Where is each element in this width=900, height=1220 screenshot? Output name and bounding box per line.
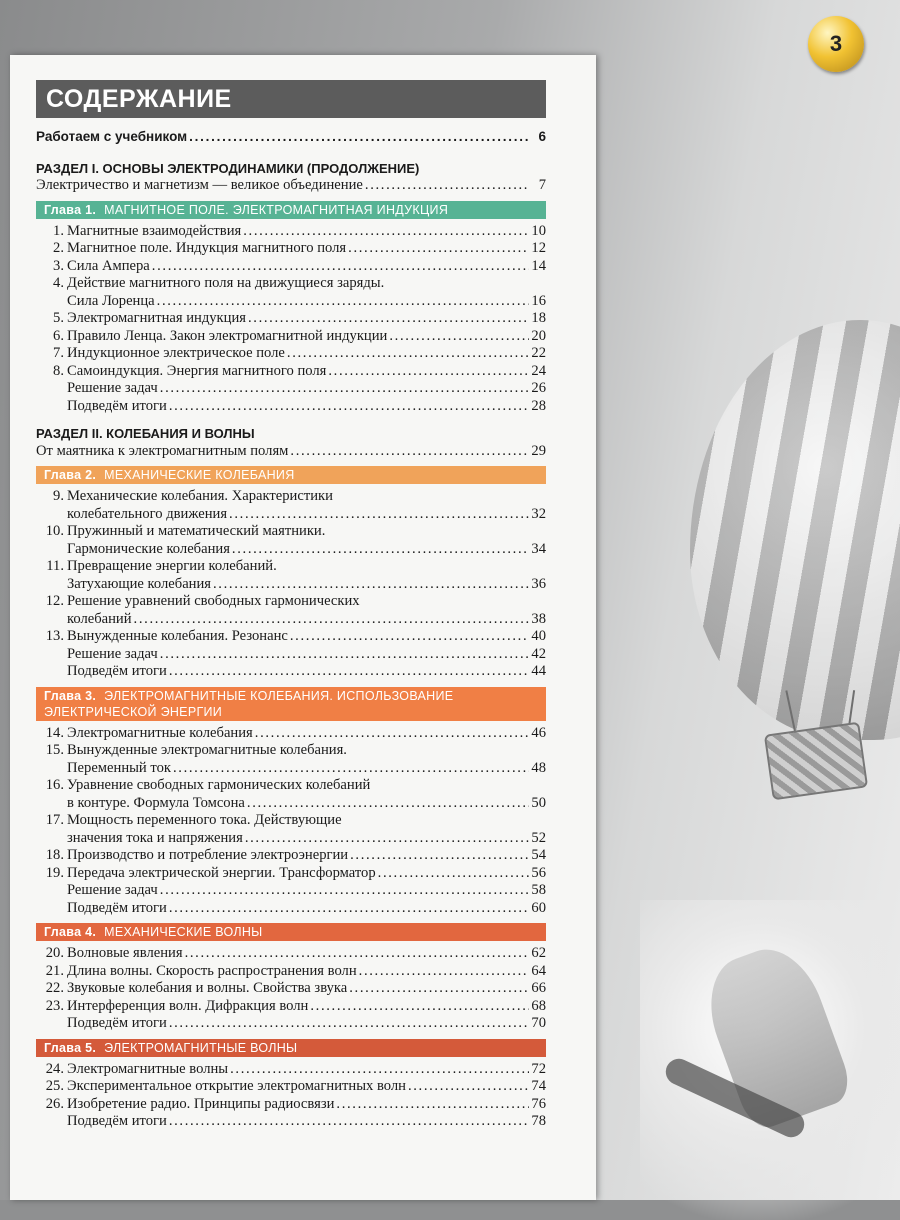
toc-entry-number: 24.: [45, 1060, 64, 1077]
toc-entry-title: Подведём итоги: [67, 899, 167, 916]
toc-entry-number: 23.: [45, 997, 64, 1014]
toc-entry-number: 17.: [45, 812, 64, 828]
toc-page-number: 76: [531, 1095, 546, 1112]
toc-entry-row[interactable]: [36, 310, 546, 328]
toc-page-number: 64: [531, 962, 546, 979]
toc-page-number: 26: [531, 380, 546, 396]
leader-dots: [160, 646, 530, 664]
toc-entry-row[interactable]: [36, 1096, 546, 1114]
toc-entry-title-continued: Затухающие колебания: [67, 575, 211, 592]
toc-entry-title: Звуковые колебания и волны. Свойства звука: [67, 980, 348, 996]
toc-entry-row[interactable]: [36, 628, 546, 646]
toc-entry-title: Механические колебания. Характеристики: [67, 488, 333, 504]
chapter-title: ЭЛЕКТРОМАГНИТНЫЕ КОЛЕБАНИЯ. ИСПОЛЬЗОВАНИЕ: [104, 688, 454, 703]
toc-page-number: 18: [531, 310, 546, 326]
leader-dots: [189, 128, 530, 146]
chapter-heading-5: [36, 1039, 546, 1057]
toc-entry-row[interactable]: [36, 240, 546, 258]
toc-page-number: 60: [531, 899, 546, 916]
toc-entry-title: Правило Ленца. Закон электромагнитной индукции: [67, 327, 388, 344]
toc-page-number: 32: [531, 505, 546, 522]
toc-entry-number: 25.: [45, 1078, 64, 1094]
toc-page-number: 36: [531, 575, 546, 592]
toc-entry-title: Магнитное поле. Индукция магнитного поля: [67, 240, 347, 256]
leader-dots: [243, 223, 529, 241]
table-of-contents: [36, 128, 546, 1131]
toc-entry-number: 21.: [45, 962, 64, 979]
leader-dots: [389, 328, 529, 346]
leader-dots: [408, 1078, 529, 1096]
toc-page-number: 34: [531, 540, 546, 557]
toc-entry-row[interactable]: [36, 593, 546, 611]
toc-entry-row-continuation[interactable]: [36, 830, 546, 848]
toc-page-number: 72: [531, 1060, 546, 1077]
toc-entry-row[interactable]: [36, 812, 546, 830]
toc-entry-title-continued: Переменный ток: [67, 759, 171, 776]
leader-dots: [310, 998, 529, 1016]
leader-dots: [232, 541, 529, 559]
leader-dots: [290, 628, 530, 646]
toc-entry-title: Подведём итоги: [67, 663, 167, 679]
toc-entry-title-continued: в контуре. Формула Томсона: [67, 794, 245, 811]
toc-section-intro-row[interactable]: [36, 443, 546, 461]
toc-entry-number: 16.: [45, 777, 64, 793]
toc-entry-row[interactable]: [36, 882, 546, 900]
toc-entry-title: Решение уравнений свободных гармонических: [67, 593, 360, 609]
page-number-badge: 3: [808, 16, 864, 72]
toc-entry-title-continued: колебаний: [67, 610, 132, 627]
leader-dots: [173, 760, 529, 778]
chapter-4-entries: [36, 945, 546, 1033]
toc-page-number: 48: [531, 759, 546, 776]
toc-page-number: 40: [531, 628, 546, 644]
toc-entry-title: Решение задач: [67, 882, 158, 898]
toc-entry-number: 7.: [53, 345, 64, 361]
toc-entry-row[interactable]: [36, 1061, 546, 1079]
chapter-heading-3: [36, 687, 546, 721]
toc-entry-title: Подведём итоги: [67, 397, 167, 414]
toc-entry-number: 13.: [45, 628, 64, 644]
toc-page-number: 78: [531, 1113, 546, 1129]
chapter-title: МЕХАНИЧЕСКИЕ КОЛЕБАНИЯ: [104, 468, 295, 482]
toc-entry-number: 14.: [45, 724, 64, 741]
toc-page-number: 28: [531, 397, 546, 414]
leader-dots: [378, 865, 530, 883]
toc-entry-number: 5.: [53, 310, 64, 326]
toc-entry-title: Электромагнитные колебания: [67, 724, 253, 741]
toc-entry-number: 6.: [53, 327, 64, 344]
chapter-2-entries: [36, 488, 546, 681]
toc-entry-row[interactable]: [36, 1113, 546, 1131]
leader-dots: [349, 980, 529, 998]
chapter-3-entries: [36, 725, 546, 918]
toc-entry-title: Волновые явления: [67, 945, 183, 961]
toc-page-number: 16: [531, 292, 546, 309]
toc-entry-row[interactable]: [36, 488, 546, 506]
toc-entry-number: 10.: [45, 523, 64, 539]
toc-entry-title-continued: колебательного движения: [67, 505, 228, 522]
toc-entry-title: Уравнение свободных гармонических колебаний: [67, 777, 371, 793]
leader-dots: [157, 293, 530, 311]
toc-entry-row[interactable]: [36, 900, 546, 918]
chapter-label: Глава 3.: [44, 688, 97, 703]
toc-entry-title-continued: значения тока и напряжения: [67, 829, 243, 846]
toc-entry-title-continued: Сила Лоренца: [67, 292, 155, 309]
leader-dots: [365, 177, 530, 195]
toc-page-number: 7: [538, 177, 546, 193]
toc-entry-row[interactable]: [36, 258, 546, 276]
toc-entry-number: 22.: [45, 980, 64, 996]
toc-page-number: 54: [531, 847, 546, 863]
toc-entry-row[interactable]: [36, 558, 546, 576]
toc-entry-number: 20.: [45, 945, 64, 961]
toc-entry-row[interactable]: [36, 1015, 546, 1033]
chapter-label: Глава 4.: [44, 925, 97, 939]
toc-entry-title: Мощность переменного тока. Действующие: [67, 812, 342, 828]
leader-dots: [350, 847, 529, 865]
leader-dots: [134, 611, 530, 629]
leader-dots: [160, 380, 530, 398]
toc-entry-row[interactable]: [36, 663, 546, 681]
toc-page-number: 66: [531, 980, 546, 996]
leader-dots: [229, 506, 529, 524]
toc-entry-number: 1.: [53, 222, 64, 239]
toc-page-number: 62: [531, 945, 546, 961]
chapter-heading-2: [36, 466, 546, 484]
chapter-5-entries: [36, 1061, 546, 1131]
leader-dots: [359, 963, 530, 981]
toc-entry-title: Решение задач: [67, 645, 158, 662]
toc-entry-row[interactable]: [36, 998, 546, 1016]
toc-entry-row-continuation[interactable]: [36, 611, 546, 629]
toc-entry-row[interactable]: [36, 223, 546, 241]
toc-entry-title: Подведём итоги: [67, 1113, 167, 1129]
toc-page-number: 38: [531, 610, 546, 627]
leader-dots: [328, 363, 529, 381]
toc-entry-title: Электромагнитные волны: [67, 1060, 229, 1077]
toc-entry-title: Производство и потребление электроэнергии: [67, 847, 349, 863]
leader-dots: [245, 830, 530, 848]
toc-page-number: 12: [531, 240, 546, 256]
toc-entry-row[interactable]: [36, 345, 546, 363]
toc-entry-title: Сила Ампера: [67, 257, 150, 274]
toc-entry-row[interactable]: [36, 865, 546, 883]
leader-dots: [290, 443, 529, 461]
leader-dots: [160, 882, 530, 900]
toc-entry-row[interactable]: [36, 523, 546, 541]
toc-page-number: 70: [531, 1015, 546, 1031]
toc-entry-row-continuation[interactable]: [36, 760, 546, 778]
leader-dots: [169, 900, 530, 918]
toc-entry-row[interactable]: [36, 742, 546, 760]
toc-entry-row[interactable]: [36, 847, 546, 865]
chapter-label: Глава 1.: [44, 202, 97, 217]
leader-dots: [169, 663, 530, 681]
toc-entry-row[interactable]: [36, 1078, 546, 1096]
toc-section-intro-row[interactable]: [36, 177, 546, 195]
toc-entry-title-continued: Гармонические колебания: [67, 540, 230, 557]
toc-entry-row[interactable]: [36, 363, 546, 381]
toc-entry-title: Решение задач: [67, 380, 158, 396]
chapter-heading-1: [36, 201, 546, 219]
toc-entry-title: Работаем с учебником: [36, 129, 188, 144]
toc-page-number: 68: [531, 997, 546, 1014]
toc-page-number: 46: [531, 724, 546, 741]
leader-dots: [247, 795, 530, 813]
toc-entry-title: Пружинный и математический маятники.: [67, 523, 326, 539]
toc-entry-number: 19.: [45, 864, 64, 881]
toc-entry-number: 12.: [45, 593, 64, 609]
toc-entry-title: Длина волны. Скорость распространения волн: [67, 962, 357, 979]
toc-entry-title: Изобретение радио. Принципы радиосвязи: [67, 1095, 335, 1112]
toc-page-number: 44: [531, 663, 546, 679]
chapter-title: МАГНИТНОЕ ПОЛЕ. ЭЛЕКТРОМАГНИТНАЯ ИНДУКЦИЯ: [104, 202, 449, 217]
leader-dots: [287, 345, 530, 363]
toc-entry-title: От маятника к электромагнитным полям: [36, 442, 289, 459]
toc-entry-row-continuation[interactable]: [36, 293, 546, 311]
toc-entry-row[interactable]: [36, 963, 546, 981]
toc-entry-number: 4.: [53, 275, 64, 291]
toc-page-number: 14: [531, 257, 546, 274]
balloon-basket-image: [764, 722, 868, 801]
toc-entry-row[interactable]: [36, 646, 546, 664]
chapter-heading-4: [36, 923, 546, 941]
toc-entry-title: Подведём итоги: [67, 1015, 167, 1031]
toc-entry-number: 15.: [45, 742, 64, 758]
toc-entry-title: Самоиндукция. Энергия магнитного поля: [67, 362, 327, 379]
toc-entry-row[interactable]: [36, 945, 546, 963]
toc-intro-row[interactable]: [36, 128, 546, 146]
toc-entry-title: Электричество и магнетизм — великое объединение: [36, 177, 363, 193]
leader-dots: [169, 398, 530, 416]
leader-dots: [152, 258, 530, 276]
leader-dots: [169, 1015, 530, 1033]
toc-entry-row-continuation[interactable]: [36, 795, 546, 813]
toc-page-number: 58: [531, 882, 546, 898]
page-title: СОДЕРЖАНИЕ: [36, 80, 546, 118]
toc-entry-title: Экспериментальное открытие электромагнитных волн: [67, 1078, 406, 1094]
toc-entry-title: Индукционное электрическое поле: [67, 345, 285, 361]
toc-entry-title: Передача электрической энергии. Трансформатор: [67, 864, 376, 881]
toc-page-number: 6: [538, 129, 546, 144]
chapter-title: МЕХАНИЧЕСКИЕ ВОЛНЫ: [104, 925, 263, 939]
toc-entry-row-continuation[interactable]: [36, 541, 546, 559]
toc-page-number: 52: [531, 829, 546, 846]
toc-page-number: 56: [531, 864, 546, 881]
toc-entry-title: Вынужденные электромагнитные колебания.: [67, 742, 347, 758]
leader-dots: [248, 310, 529, 328]
chapter-title-line-2: ЭЛЕКТРИЧЕСКОЙ ЭНЕРГИИ: [44, 704, 223, 719]
toc-entry-title: Действие магнитного поля на движущиеся заряды.: [67, 275, 385, 291]
toc-entry-row[interactable]: [36, 725, 546, 743]
chapter-label: Глава 2.: [44, 468, 97, 482]
toc-page-number: 20: [531, 327, 546, 344]
toc-entry-title: Магнитные взаимодействия: [67, 222, 242, 239]
toc-page-number: 22: [531, 345, 546, 361]
toc-page-number: 42: [531, 645, 546, 662]
leader-dots: [213, 576, 529, 594]
section-heading-2: РАЗДЕЛ II. КОЛЕБАНИЯ И ВОЛНЫ: [36, 426, 255, 441]
toc-entry-number: 18.: [45, 847, 64, 863]
leader-dots: [169, 1113, 530, 1131]
toc-entry-row[interactable]: [36, 328, 546, 346]
toc-entry-row-continuation[interactable]: [36, 506, 546, 524]
chapter-label: Глава 5.: [44, 1040, 97, 1055]
toc-entry-row[interactable]: [36, 777, 546, 795]
toc-entry-number: 26.: [45, 1095, 64, 1112]
toc-entry-number: 3.: [53, 257, 64, 274]
toc-entry-title: Превращение энергии колебаний.: [67, 558, 277, 574]
toc-page-number: 10: [531, 222, 546, 239]
section-heading-1: РАЗДЕЛ I. ОСНОВЫ ЭЛЕКТРОДИНАМИКИ (ПРОДОЛЖЕНИЕ): [36, 160, 420, 176]
toc-entry-row-continuation[interactable]: [36, 576, 546, 594]
toc-entry-row[interactable]: [36, 380, 546, 398]
toc-page-number: 74: [531, 1078, 546, 1094]
leader-dots: [336, 1096, 529, 1114]
toc-entry-row[interactable]: [36, 275, 546, 293]
toc-entry-number: 11.: [46, 558, 64, 574]
leader-dots: [185, 945, 530, 963]
chapter-1-entries: [36, 223, 546, 416]
toc-page-number: 24: [531, 362, 546, 379]
toc-entry-number: 9.: [53, 488, 64, 504]
toc-entry-title: Интерференция волн. Дифракция волн: [67, 997, 309, 1014]
toc-page-number: 50: [531, 794, 546, 811]
toc-entry-row[interactable]: [36, 980, 546, 998]
toc-entry-title: Электромагнитная индукция: [67, 310, 246, 326]
toc-entry-number: 8.: [53, 362, 64, 379]
toc-entry-title: Вынужденные колебания. Резонанс: [67, 628, 288, 644]
leader-dots: [255, 725, 530, 743]
toc-page-number: 29: [531, 442, 546, 459]
toc-entry-number: 2.: [53, 240, 64, 256]
leader-dots: [230, 1061, 529, 1079]
leader-dots: [348, 240, 529, 258]
toc-entry-row[interactable]: [36, 398, 546, 416]
chapter-title: ЭЛЕКТРОМАГНИТНЫЕ ВОЛНЫ: [104, 1040, 298, 1055]
